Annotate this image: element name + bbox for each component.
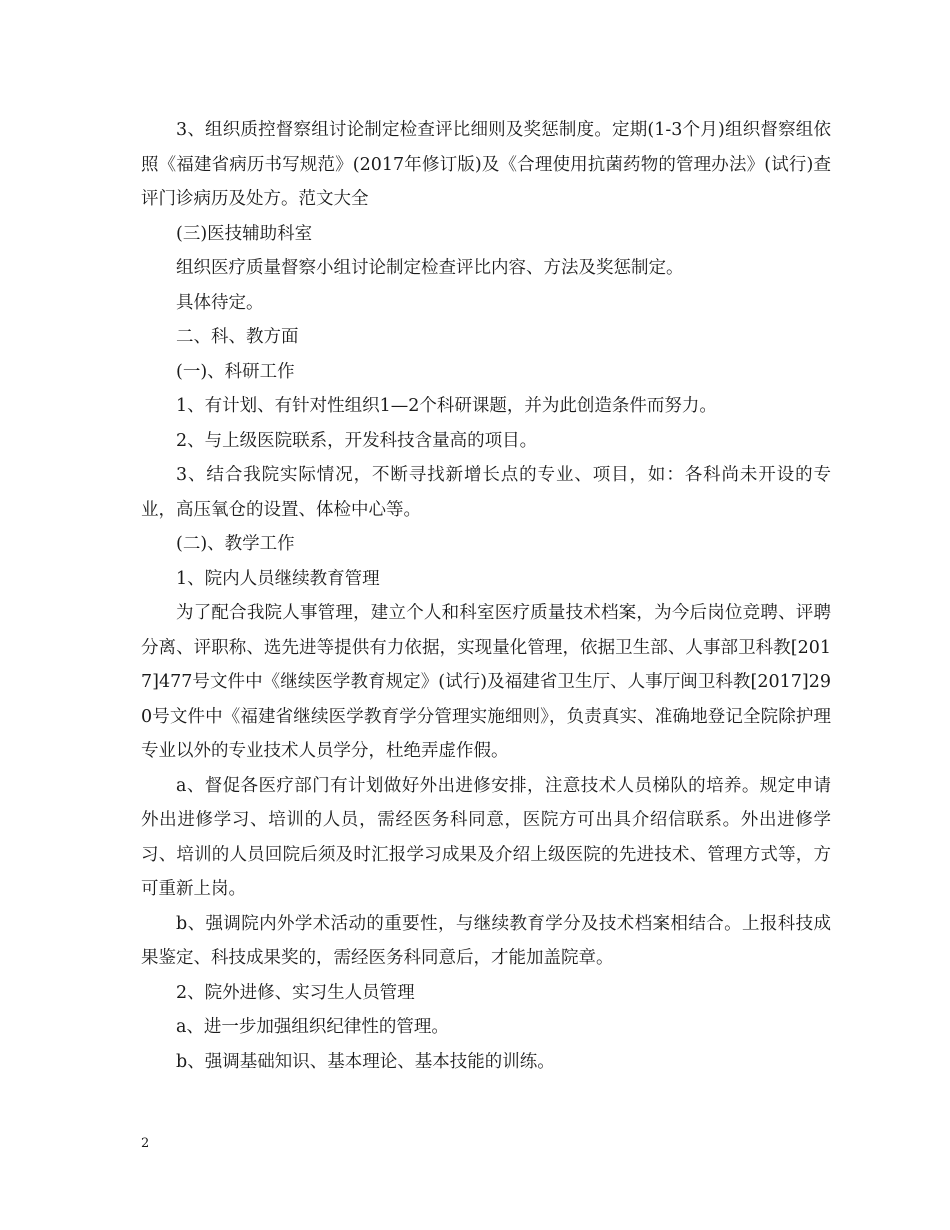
paragraph-13: a、督促各医疗部门有计划做好外出进修安排，注意技术人员梯队的培养。规定申请外出进修学习、培训的人员，需经医务科同意，医院方可出具介绍信联系。外出进修学习、培训的人员回院后须及时汇报学习成果及介绍上级医院的先进技术、管理方式等，方可重新上岗。	[141, 775, 831, 899]
paragraph-7: 1、有计划、有针对性组织1—2个科研课题，并为此创造条件而努力。	[176, 396, 717, 416]
paragraph-4: 具体待定。	[176, 292, 264, 313]
paragraph-3: 组织医疗质量督察小组讨论制定检查评比内容、方法及奖惩制定。	[176, 258, 684, 278]
paragraph-8: 2、与上级医院联系，开发科技含量高的项目。	[176, 430, 538, 451]
paragraph-17: b、强调基础知识、基本理论、基本技能的训练。	[176, 1051, 555, 1072]
paragraph-2: (三)医技辅助科室	[176, 223, 313, 244]
page-number: 2	[141, 1136, 150, 1151]
paragraph-15: 2、院外进修、实习生人员管理	[176, 982, 415, 1003]
document-body	[141, 113, 831, 1079]
paragraph-16: a、进一步加强组织纪律性的管理。	[176, 1017, 449, 1037]
paragraph-10: (二)、教学工作	[176, 534, 295, 554]
paragraph-1: 3、组织质控督察组讨论制定检查评比细则及奖惩制度。定期(1-3个月)组织督察组依照《福建省病历书写规范》(2017年修订版)及《合理使用抗菌药物的管理办法》(试行)查评门诊病历及处方。范文大全	[141, 120, 831, 209]
paragraph-5: 二、科、教方面	[176, 327, 299, 347]
paragraph-12: 为了配合我院人事管理，建立个人和科室医疗质量技术档案，为今后岗位竞聘、评聘分离、评职称、选先进等提供有力依据，实现量化管理，依据卫生部、人事部卫科教[2017]477号文件中《继续医学教育规定》(试行)及福建省卫生厅、人事厅闽卫科教[2017]290号文件中《福建省继续医学教育学分管理实施细则》，负责真实、准确地登记全院除护理专业以外的专业技术人员学分，杜绝弄虚作假。	[141, 603, 831, 761]
paragraph-11: 1、院内人员继续教育管理	[176, 568, 380, 589]
paragraph-14: b、强调院内外学术活动的重要性，与继续教育学分及技术档案相结合。上报科技成果鉴定、科技成果奖的，需经医务科同意后，才能加盖院章。	[141, 913, 831, 968]
paragraph-6: (一)、科研工作	[176, 361, 295, 382]
paragraph-9: 3、结合我院实际情况，不断寻找新增长点的专业、项目，如：各科尚未开设的专业，高压氧仓的设置、体检中心等。	[141, 465, 831, 520]
